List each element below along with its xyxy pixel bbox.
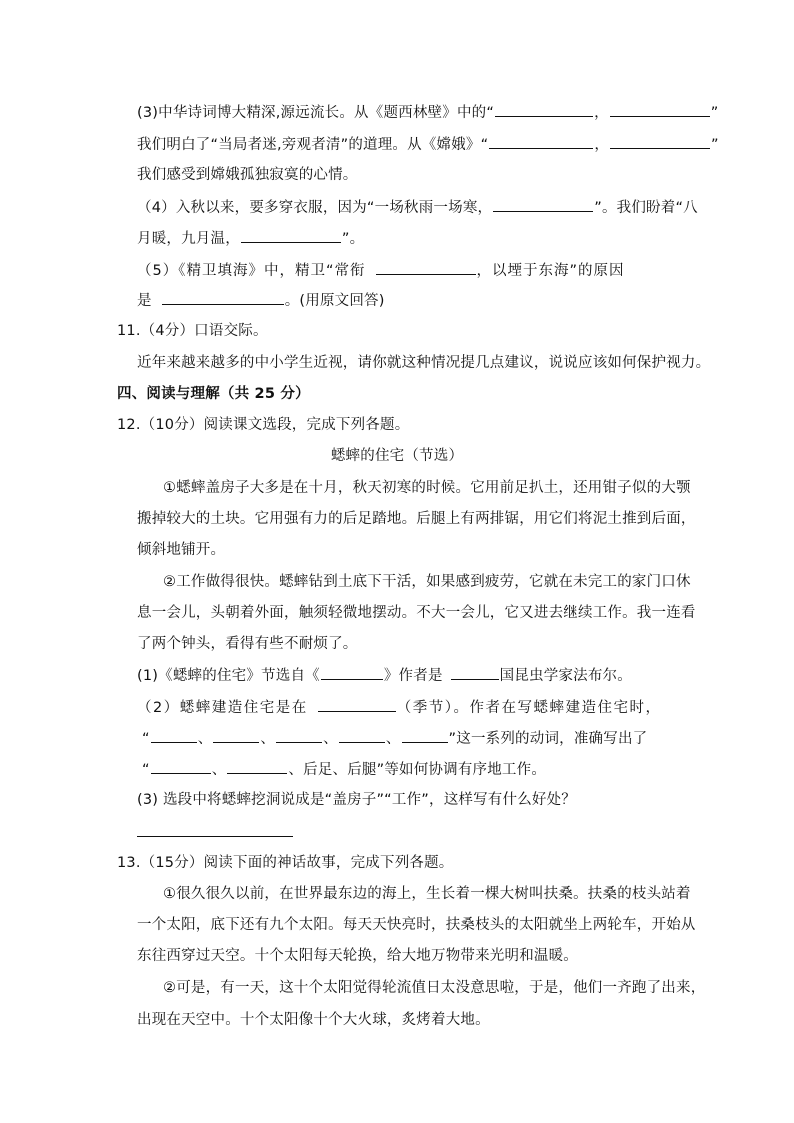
answer-blank[interactable] (276, 728, 322, 743)
answer-blank[interactable] (376, 260, 476, 275)
passage-line: ②工作做得很快。蟋蟀钻到土底下干活，如果感到疲劳，它就在未完工的家门口休 (163, 574, 691, 590)
answer-line[interactable] (137, 836, 293, 837)
q13-title: 13.（15分）阅读下面的神话故事，完成下列各题。 (117, 855, 454, 871)
q12-title: 12.（10分）阅读课文选段，完成下列各题。 (117, 417, 410, 433)
q10-3-line3: 我们感受到嫦娥孤独寂寞的心情。 (137, 167, 358, 183)
q12-sub1: (1)《蟋蟀的住宅》节选自《 》作者是 国昆虫学家法布尔。 (137, 665, 632, 686)
q10-5-line2: 是 。(用原文回答) (137, 290, 385, 311)
passage-line: 倾斜地铺开。 (137, 542, 226, 558)
passage-line: 东往西穿过天空。十个太阳每天轮换，给大地万物带来光明和温暖。 (137, 948, 578, 964)
answer-blank[interactable] (241, 228, 341, 243)
q12-sub3: (3) 选段中将蟋蟀挖洞说成是“盖房子”“工作”，这样写有什么好处？ (137, 792, 576, 808)
section-heading: 四、阅读与理解（共 25 分） (117, 386, 310, 402)
q10-3-line2: 我们明白了“当局者迷,旁观者清”的道理。从《嫦娥》“ ， ” (137, 134, 719, 155)
answer-blank[interactable] (489, 134, 593, 149)
q10-3-text: 我们明白了“当局者迷,旁观者清”的道理。从《嫦娥》“ (137, 137, 489, 153)
answer-blank[interactable] (318, 697, 396, 712)
answer-blank[interactable] (495, 102, 593, 117)
passage-line: 一个太阳，底下还有九个太阳。每天天快亮时，扶桑枝头的太阳就坐上两轮车，开始从 (137, 917, 696, 933)
passage-title: 蟋蟀的住宅（节选） (330, 448, 464, 464)
q10-4-line1: （4）入秋以来，要多穿衣服，因为“一场秋雨一场寒， ”。我们盼着“八 (137, 197, 698, 218)
answer-blank[interactable] (610, 134, 710, 149)
q10-5-line1: （5）《精卫填海》中，精卫“常衔 ，以堙于东海”的原因 (137, 260, 625, 281)
answer-blank[interactable] (162, 290, 284, 305)
q12-sub2-line2: “ 、 、 、 、 ”这一系列的动词，准确写出了 (142, 728, 647, 749)
q11-body: 近年来越来越多的中小学生近视，请你就这种情况提几点建议，说说应该如何保护视力。 (137, 355, 711, 371)
answer-blank[interactable] (227, 759, 287, 774)
q12-sub2-line1: （2）蟋蟀建造住宅是在 （季节）。作者在写蟋蟀建造住宅时， (137, 697, 661, 718)
answer-blank[interactable] (402, 728, 448, 743)
answer-blank[interactable] (451, 665, 499, 680)
passage-line: 息一会儿，头朝着外面，触须轻微地摆动。不大一会儿，它又进去继续工作。我一连看 (137, 605, 696, 621)
passage-line: ②可是，有一天，这十个太阳觉得轮流值日太没意思啦，于是，他们一齐跑了出来， (163, 980, 706, 996)
answer-blank[interactable] (610, 102, 710, 117)
q10-3-text: (3)中华诗词博大精深,源远流长。从《题西林壁》中的“ (137, 105, 495, 121)
passage-line: 搬掉较大的土块。它用强有力的后足踏地。后腿上有两排锯，用它们将泥土推到后面， (137, 511, 696, 527)
passage-line: 了两个钟头，看得有些不耐烦了。 (137, 636, 358, 652)
passage-line: 出现在天空中。十个太阳像十个大火球，炙烤着大地。 (137, 1012, 490, 1028)
q11-title: 11.（4分）口语交际。 (117, 323, 268, 339)
answer-blank[interactable] (493, 197, 593, 212)
answer-blank[interactable] (151, 728, 197, 743)
q10-4-line2: 月暖，九月温， ”。 (137, 228, 364, 249)
q12-sub2-line3: “ 、 、后足、后腿”等如何协调有序地工作。 (142, 759, 546, 780)
passage-line: ①蟋蟀盖房子大多是在十月，秋天初寒的时候。它用前足扒土，还用钳子似的大颚 (163, 480, 691, 496)
passage-line: ①很久很久以前，在世界最东边的海上，生长着一棵大树叫扶桑。扶桑的枝头站着 (163, 886, 691, 902)
answer-blank[interactable] (321, 665, 383, 680)
answer-blank[interactable] (151, 759, 211, 774)
answer-blank[interactable] (339, 728, 385, 743)
answer-blank[interactable] (213, 728, 259, 743)
q10-3-line1: (3)中华诗词博大精深,源远流长。从《题西林壁》中的“ ， ” (137, 102, 718, 123)
